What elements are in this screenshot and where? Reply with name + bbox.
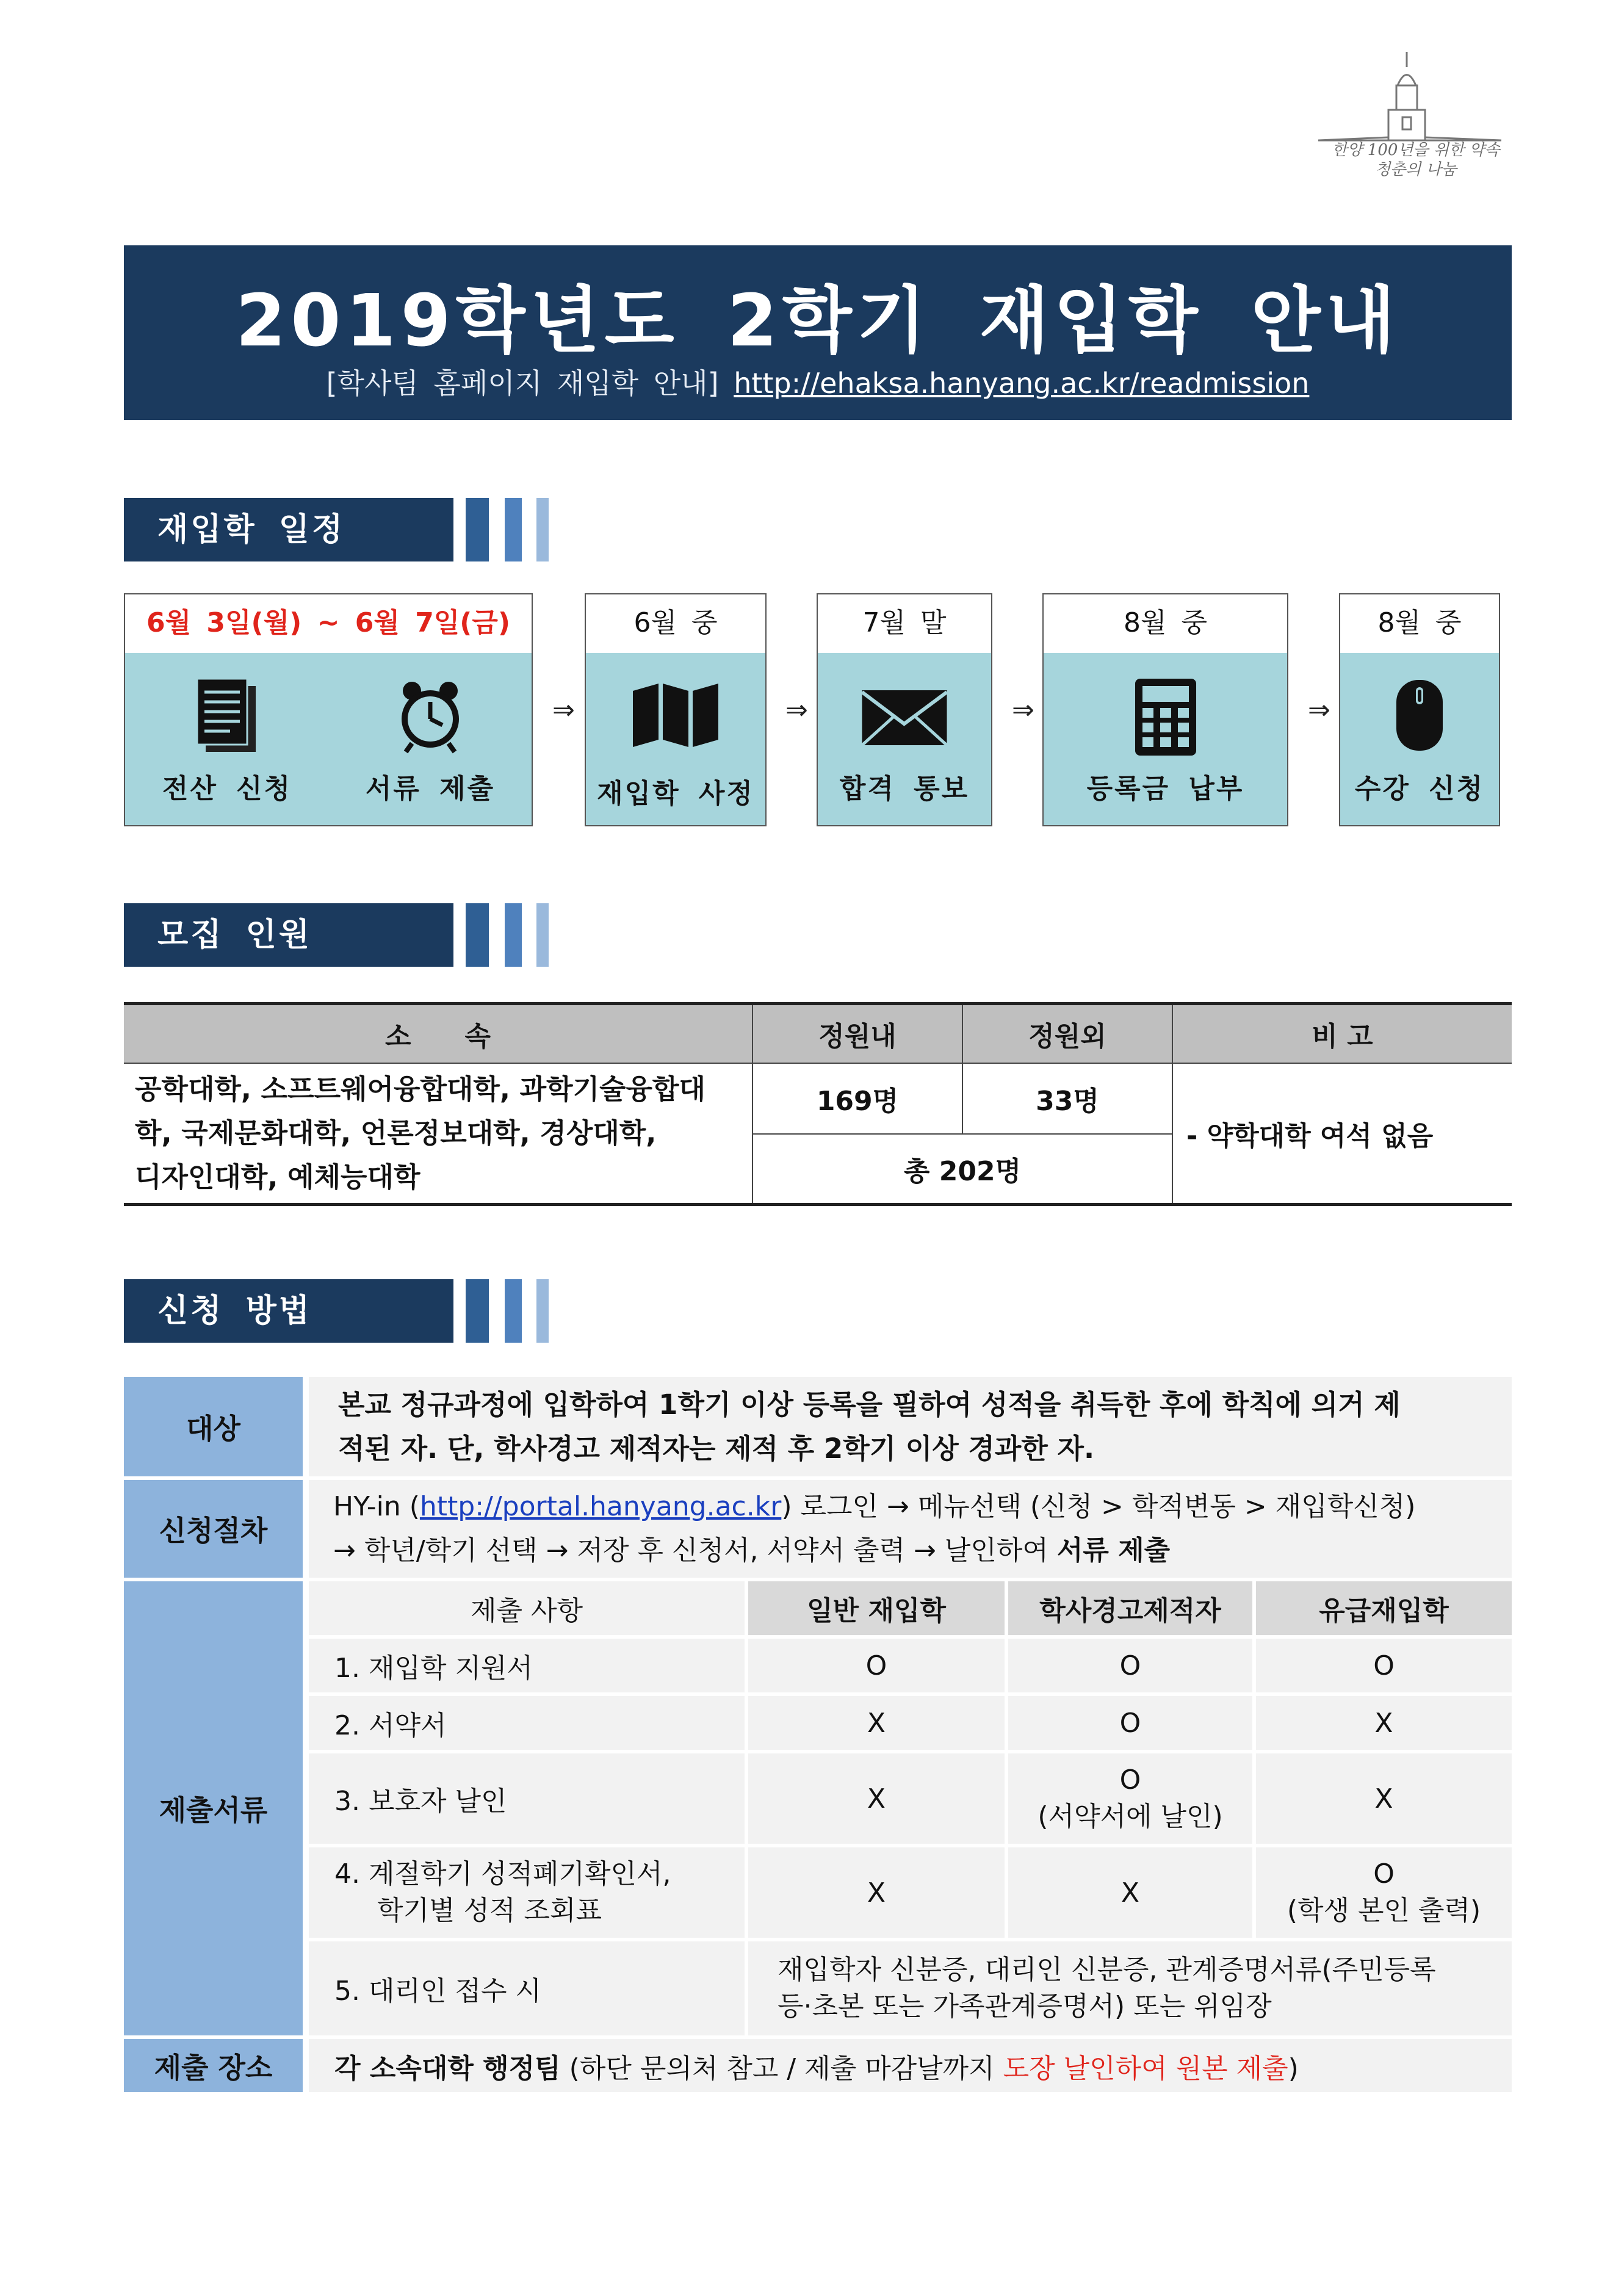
section-title: 재입학 일정 [124, 498, 453, 561]
total-value: 총 202명 [752, 1134, 1172, 1205]
target-row [124, 1377, 1512, 1478]
schedule-item [125, 653, 330, 825]
schedule-step-1 [124, 593, 533, 826]
target-text [306, 1377, 1512, 1478]
place-end: ) [1288, 2052, 1299, 2084]
doc-repeat: O [1254, 1637, 1512, 1694]
section-stripe [505, 498, 522, 561]
schedule-step-2 [585, 593, 767, 826]
title-banner [124, 245, 1512, 420]
procedure-row [124, 1478, 1512, 1579]
table-row [124, 1752, 1512, 1846]
doc-item: 5. 대리인 접수 시 [306, 1940, 746, 2037]
schedule-label: 재입학 사정 [597, 778, 754, 809]
place-red: 도장 날인하여 원본 제출 [1003, 2052, 1288, 2084]
doc-general: X [746, 1752, 1006, 1846]
affiliation-line: 디자인대학, 예체능대학 [135, 1161, 420, 1193]
doc-repeat: X [1254, 1752, 1512, 1846]
procedure-text [306, 1478, 1512, 1579]
table-row [124, 1694, 1512, 1752]
procedure-line [333, 1529, 1504, 1573]
application-table [124, 1377, 1512, 2092]
map-icon [633, 684, 718, 750]
schedule-label: 등록금 납부 [1086, 773, 1244, 804]
affiliation-line: 학, 국제문화대학, 언론정보대학, 경상대학, [135, 1117, 657, 1149]
table-row [124, 1940, 1512, 2037]
section-stripe [466, 1279, 489, 1343]
procedure-prefix: → 학년/학기 선택 → 저장 후 신청서, 서약서 출력 → 날인하여 [333, 1535, 1057, 1566]
place-bold: 각 소속대학 행정팀 [334, 2052, 561, 2084]
doc-item [306, 1846, 746, 1940]
schedule-label: 서류 제출 [365, 773, 496, 804]
section-stripe [505, 1279, 522, 1343]
documents-header-row [124, 1579, 1512, 1637]
section-stripe [466, 498, 489, 561]
affiliation-cell [124, 1063, 752, 1205]
doc-item: 2. 서약서 [306, 1694, 746, 1752]
schedule-date: 8월 중 [1044, 594, 1287, 654]
arrow-icon: ⇒ [785, 695, 808, 726]
readmission-link[interactable]: http://ehaksa.hanyang.ac.kr/readmission [734, 367, 1310, 400]
doc-warning: X [1006, 1846, 1254, 1940]
alarm-clock-icon [397, 677, 464, 756]
schedule-date: 7월 말 [818, 594, 991, 654]
doc-item-line: 4. 계절학기 성적폐기확인서, [334, 1858, 671, 1890]
procedure-bold: 서류 제출 [1056, 1535, 1171, 1566]
schedule-item [818, 653, 991, 825]
schedule-item [329, 653, 532, 825]
schedule-date: 6월 3일(월) ~ 6월 7일(금) [125, 594, 532, 654]
schedule-date: 8월 중 [1340, 594, 1499, 654]
target-line: 본교 정규과정에 입학하여 1학기 이상 등록을 필하여 성적을 취득한 후에 학칙에 의거 제 [338, 1388, 1401, 1421]
header-quota-in: 정원내 [752, 1004, 962, 1064]
schedule-date: 6월 중 [586, 594, 765, 654]
section-stripe [505, 903, 522, 967]
doc-warning: O [1006, 1694, 1254, 1752]
doc-header-general: 일반 재입학 [746, 1579, 1006, 1637]
place-row [124, 2037, 1512, 2092]
doc-proxy-line: 재입학자 신분증, 대리인 신분증, 관계증명서류(주민등록 [778, 1954, 1436, 1985]
university-logo [1306, 49, 1514, 189]
arrow-icon: ⇒ [1012, 695, 1034, 726]
target-line: 적된 자. 단, 학사경고 제적자는 제적 후 2학기 이상 경과한 자. [338, 1432, 1095, 1465]
doc-proxy-requirements [746, 1940, 1512, 2037]
schedule-step-5 [1339, 593, 1500, 826]
documents-label: 제출서류 [124, 1579, 306, 2037]
schedule-label: 전산 신청 [162, 773, 292, 804]
document-icon [193, 677, 261, 756]
banner-subtitle [124, 361, 1512, 402]
quota-in-value: 169명 [752, 1063, 962, 1134]
table-header-row [124, 1004, 1512, 1064]
doc-repeat: X [1254, 1694, 1512, 1752]
doc-item: 1. 재입학 지원서 [306, 1637, 746, 1694]
procedure-suffix: ) 로그인 → 메뉴선택 (신청 > 학적변동 > 재입학신청) [781, 1491, 1416, 1522]
section-header-apply [124, 1279, 551, 1343]
schedule-item [586, 653, 765, 825]
header-affiliation: 소 속 [124, 1004, 752, 1064]
header-quota-out: 정원외 [962, 1004, 1172, 1064]
recruit-table [124, 1002, 1512, 1206]
table-row [124, 1637, 1512, 1694]
section-header-recruit [124, 903, 551, 967]
section-header-schedule [124, 498, 551, 561]
logo-caption-line1: 한양 100년을 위한 약속 [1332, 141, 1500, 159]
note-cell: - 약학대학 여석 없음 [1172, 1063, 1512, 1205]
schedule-item [1340, 653, 1499, 825]
doc-header-repeat: 유급재입학 [1254, 1579, 1512, 1637]
place-text [306, 2037, 1512, 2092]
table-row [124, 1846, 1512, 1940]
schedule-label: 수강 신청 [1354, 773, 1485, 804]
header-note: 비 고 [1172, 1004, 1512, 1064]
procedure-prefix: HY-in ( [333, 1491, 420, 1522]
doc-repeat-mark: O [1373, 1858, 1395, 1890]
schedule-step-4 [1042, 593, 1288, 826]
envelope-icon [861, 688, 949, 749]
doc-repeat-note: (학생 본인 출력) [1287, 1895, 1481, 1926]
doc-repeat [1254, 1846, 1512, 1940]
section-title: 신청 방법 [124, 1279, 453, 1343]
doc-header-warning: 학사경고제적자 [1006, 1579, 1254, 1637]
quota-out-value: 33명 [962, 1063, 1172, 1134]
doc-warning: O [1006, 1637, 1254, 1694]
portal-link[interactable]: http://portal.hanyang.ac.kr [419, 1491, 782, 1522]
banner-subtitle-prefix: [학사팀 홈페이지 재입학 안내] [326, 367, 719, 400]
arrow-icon: ⇒ [552, 695, 575, 726]
schedule-step-3 [817, 593, 992, 826]
logo-caption-line2: 청춘의 나눔 [1375, 161, 1457, 179]
doc-header-item: 제출 사항 [306, 1579, 746, 1637]
procedure-label: 신청절차 [124, 1478, 306, 1579]
arrow-icon: ⇒ [1308, 695, 1330, 726]
section-stripe [536, 498, 549, 561]
procedure-line [333, 1485, 1504, 1529]
section-stripe [466, 903, 489, 967]
doc-item-line: 학기별 성적 조회표 [377, 1895, 602, 1926]
schedule-label: 합격 통보 [839, 773, 970, 804]
place-label: 제출 장소 [124, 2037, 306, 2092]
page-title: 2019학년도 2학기 재입학 안내 [236, 278, 1400, 363]
doc-warning-note: (서약서에 날인) [1038, 1801, 1223, 1832]
section-stripe [536, 903, 549, 967]
doc-general: X [746, 1846, 1006, 1940]
schedule-item [1044, 653, 1287, 825]
table-row [124, 1063, 1512, 1134]
doc-proxy-line: 등·초본 또는 가족관계증명서) 또는 위임장 [778, 1991, 1272, 2022]
doc-general: O [746, 1637, 1006, 1694]
mouse-icon [1395, 679, 1444, 754]
doc-general: X [746, 1694, 1006, 1752]
section-stripe [536, 1279, 549, 1343]
doc-warning [1006, 1752, 1254, 1846]
affiliation-line: 공학대학, 소프트웨어융합대학, 과학기술융합대 [135, 1073, 706, 1105]
calculator-icon [1134, 677, 1197, 759]
section-title: 모집 인원 [124, 903, 453, 967]
target-label: 대상 [124, 1377, 306, 1478]
place-mid: (하단 문의처 참고 / 제출 마감날까지 [560, 2052, 1003, 2084]
doc-item: 3. 보호자 날인 [306, 1752, 746, 1846]
doc-warning-mark: O [1119, 1764, 1141, 1796]
